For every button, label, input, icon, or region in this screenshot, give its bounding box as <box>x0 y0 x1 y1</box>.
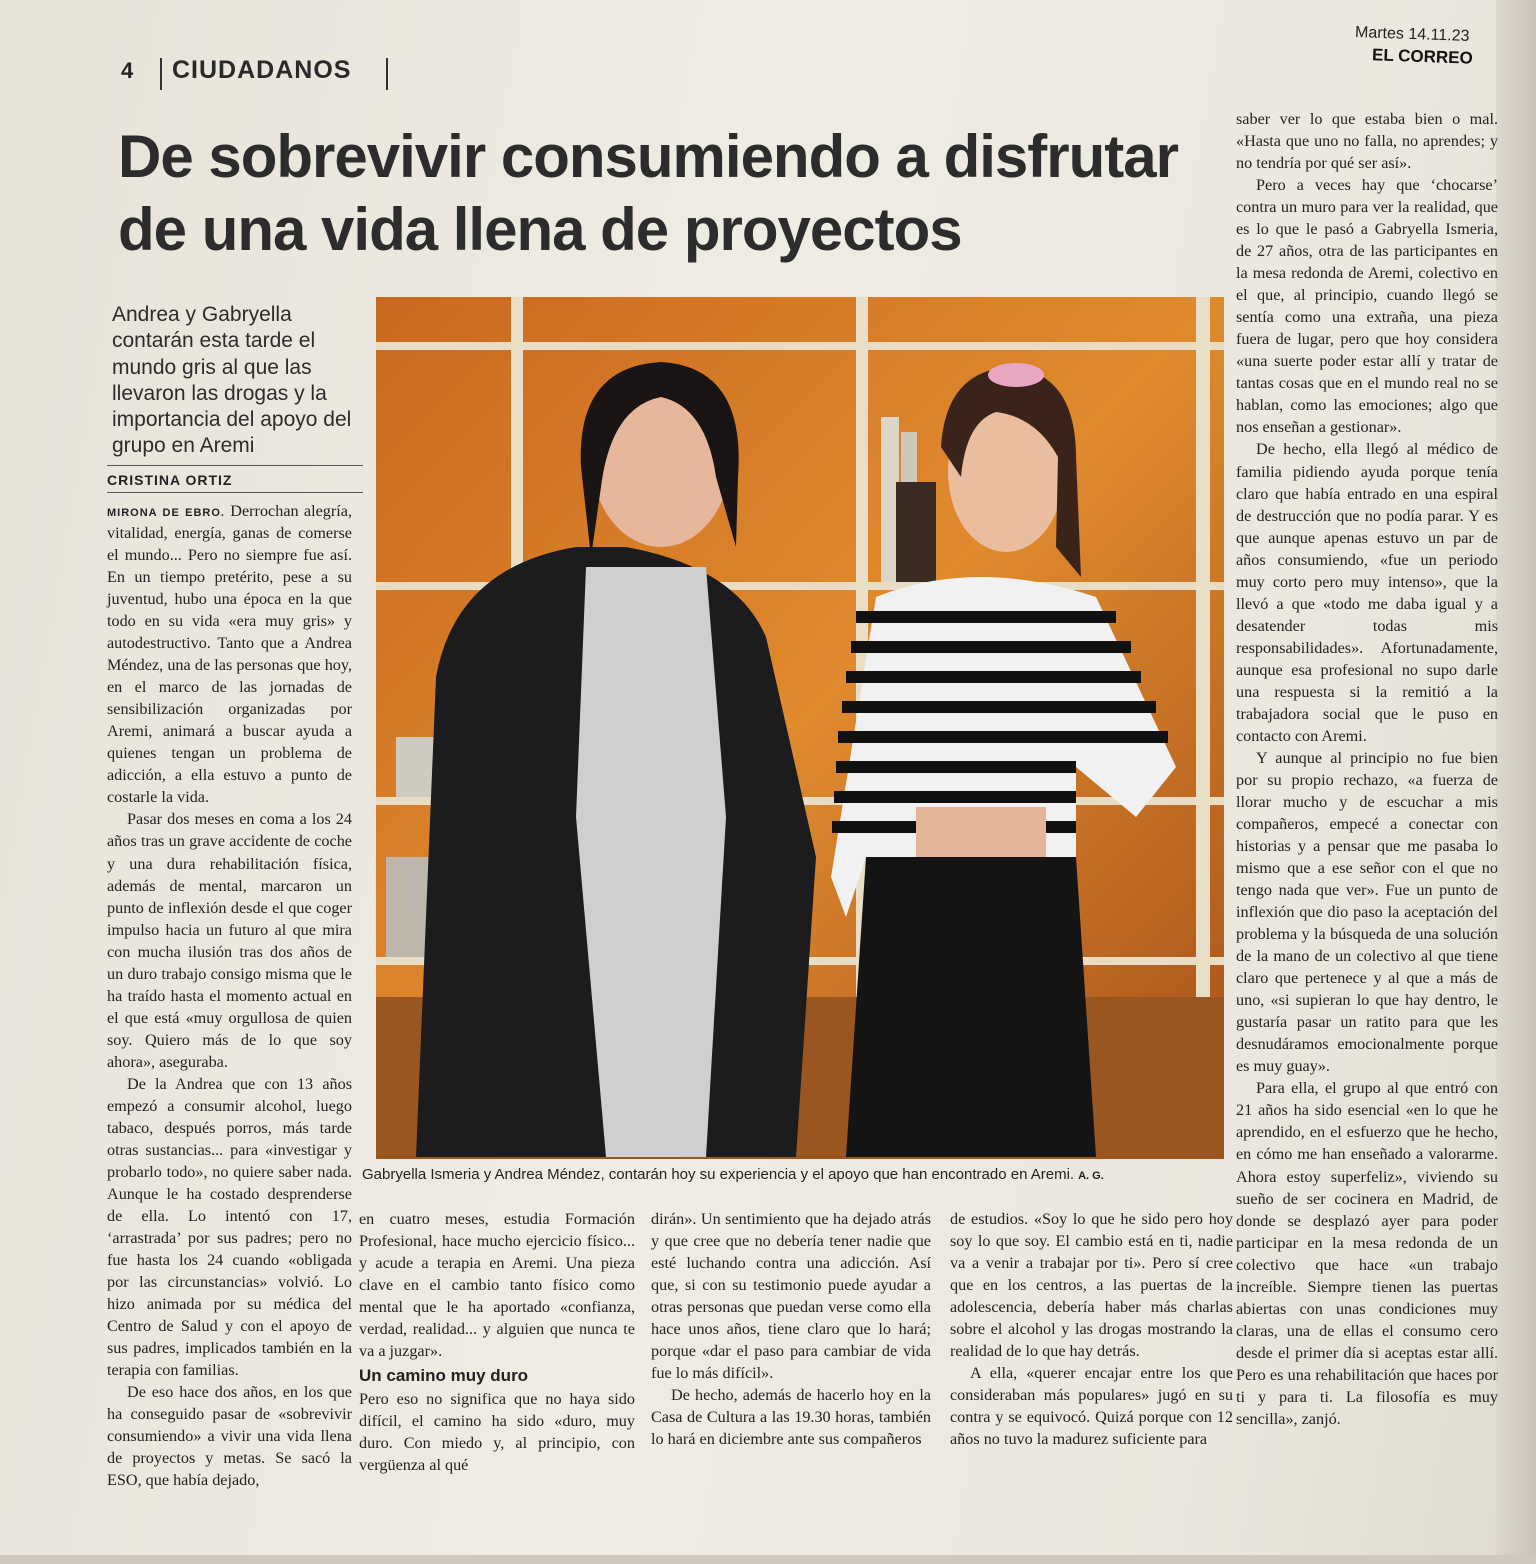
paragraph: A ella, «querer encajar entre los que consideraban más populares» jugó en su contra y se equivocó. Quizá porque con 12 años no tuvo la madurez suficiente para <box>950 1364 1233 1449</box>
paragraph: de estudios. «Soy lo que he sido pero hoy soy lo que soy. El cambio está en ti, nadie va a venir a trabajar por ti». Pero sí cree que en los centros, a las puertas de la adolescencia, debería haber más charlas sobre el alcohol y las drogas mostrando la realidad de lo que hay detrás. <box>950 1210 1233 1361</box>
paragraph: De hecho, además de hacerlo hoy en la Casa de Cultura a las 19.30 horas, también lo hará en diciembre ante sus compañeros <box>651 1386 931 1449</box>
article-author: CRISTINA ORTIZ <box>107 472 233 488</box>
paragraph: Pasar dos meses en coma a los 24 años tras un grave accidente de coche y una dura rehabilitación física, además de mental, marcaron un punto de inflexión desde el que coger impulso hacia un futuro al que mira con mucha ilusión tras dos años de un duro trabajo consigo misma que le ha traído hasta el momento actual en el que está «muy orgullosa de quien soy. Quiero más de lo que soy ahora», aseguraba. <box>107 810 352 1071</box>
text-column-3 <box>651 1208 931 1450</box>
page-bottom-edge <box>0 1555 1536 1564</box>
paragraph: De hecho, ella llegó al médico de familia pidiendo ayuda porque tenía claro que había entrado en una espiral de destrucción que no podía parar. Y es que aunque apenas estuvo un par de años consumiendo, «fue un periodo muy corto pero muy intenso», que la llevó a que «todo me daba igual y a desatender todas mis responsabilidades». Afortunadamente, aunque esa profesional no supo darle una respuesta si la remitió a la trabajadora social que le puso en contacto con Aremi. <box>1236 440 1498 745</box>
text-column-4 <box>950 1208 1233 1450</box>
text-column-5 <box>1236 108 1498 1430</box>
article-photo <box>376 297 1224 1159</box>
paragraph: Para ella, el grupo al que entró con 21 años ha sido esencial «en lo que he aprendido, en el esfuerzo que he hecho, en cómo me han enseñado a valorarme. Ahora estoy superfeliz», viviendo su sueño de ser cocinera en Madrid, de donde se desplazó ayer para poder participar en la mesa redonda de un colectivo que hace «un trabajo increíble. Siempre tienen las puertas abiertas con unas condiciones muy claras, una de ellas el consumo cero desde el primer día si aceptas estar allí. Pero es una rehabilitación que haces por ti y para ti. La filosofía es muy sencilla», zanjó. <box>1236 1079 1498 1428</box>
article-headline: De sobrevivir consumiendo a disfrutar de una vida llena de proyectos <box>118 123 1178 264</box>
photo-credit: A. G. <box>1078 1170 1104 1182</box>
author-rule-top <box>107 465 363 466</box>
paragraph: MIRONA DE EBRO. Derrochan alegría, vitalidad, energía, ganas de comerse el mundo... Pero no siempre fue así. En un tiempo pretérito, pese a su juventud, hubo una época en la que todo en su vida «era muy gris» y autodestructivo. Tanto que a Andrea Méndez, una de las personas que hoy, en el marco de las jornadas de sensibilización organizadas por Aremi, animará a buscar ayuda a quienes tengan un problema de adicción, a ella estuvo a punto de costarle la vida. <box>107 502 353 807</box>
paragraph: dirán». Un sentimiento que ha dejado atrás y que cree que no debería tener nadie que esté luchando contra una adicción. Así que, si con su testimonio puede ayudar a otras personas que puedan verse como ella hace unos años, tiene claro que lo hará; porque «dar el paso para cambiar de vida fue lo más difícil». <box>651 1210 931 1383</box>
paragraph: saber ver lo que estaba bien o mal. «Hasta que uno no falla, no aprendes; y no tendría por qué ser así». <box>1236 110 1498 173</box>
author-rule-bottom <box>107 492 363 493</box>
text-column-2 <box>359 1208 635 1476</box>
section-divider-right <box>386 58 388 90</box>
paragraph: De la Andrea que con 13 años empezó a consumir alcohol, luego tabaco, después porros, más tarde otras sustancias... para «investigar y probarlo todo», no quiere saber nada. Aunque le ha costado desprenderse de ella. Lo intentó con 17, ‘arrastrada’ por sus padres; pero no fue hasta los 24 cuando «obligada por las circunstancias» volvió. Lo hizo animada por su médica del Centro de Salud y con el apoyo de sus padres, implicados también en la terapia con familias. <box>107 1074 352 1380</box>
section-divider-left <box>160 58 162 90</box>
paragraph: Pero eso no significa que no haya sido difícil, el camino ha sido «duro, muy duro. Con miedo y, al principio, con vergüenza al qué <box>359 1390 635 1475</box>
newspaper-name: EL CORREO <box>1371 45 1474 68</box>
issue-date: Martes 14.11.23 <box>1354 24 1470 45</box>
section-label: CIUDADANOS <box>172 56 352 84</box>
page-gutter <box>1496 0 1536 1564</box>
paragraph: en cuatro meses, estudia Formación Profesional, hace mucho ejercicio físico... y acude a terapia en Aremi. Una pieza clave en el cambio tanto físico como mental que le ha aportado «confianza, verdad, realidad... y alguien que nunca te va a juzgar». <box>359 1210 635 1361</box>
photo-illustration <box>376 297 1224 1159</box>
paragraph: De eso hace dos años, en los que ha conseguido pasar de «sobrevivir consumiendo» a vivir una vida llena de proyectos y metas. Se sacó la ESO, que había dejado, <box>107 1383 352 1490</box>
paragraph: Y aunque al principio no fue bien por su propio rechazo, «a fuerza de llorar mucho y de escuchar a mis compañeros, empecé a conectar con historias y a pensar que me pasaba lo mismo que a ese señor con el que no tengo nada que ver». Fue un punto de inflexión que dio paso la aceptación del problema y la búsqueda de una solución de la mano de un colectivo al que tiene claro que pertenece y al que a más de uno, «si supieran lo que hay dentro, le gustaría pasar un ratito para que les desnudáramos emocionalmente porque es muy guay». <box>1236 748 1498 1076</box>
subheading: Un camino muy duro <box>359 1366 529 1386</box>
text-column-1 <box>107 500 352 1491</box>
article-subtitle: Andrea y Gabryella contarán esta tarde el mundo gris al que las llevaron las drogas y la importancia del apoyo del grupo en Aremi <box>112 303 352 458</box>
paragraph: Pero a veces hay que ‘chocarse’ contra un muro para ver la realidad, que es lo que le pasó a Gabryella Ismeria, de 27 años, otra de las participantes en la mesa redonda de Aremi, colectivo en el que, al principio, cuando llegó se sentía como una extraña, una pieza fuera de lugar, pero que hoy considera «una suerte poder estar allí y tratar de tantas cosas que en el mundo real no se hablan, como las emociones; algo que nos enseñan a gestionar». <box>1236 176 1498 437</box>
page-number: 4 <box>121 58 134 83</box>
photo-caption: Gabryella Ismeria y Andrea Méndez, contarán hoy su experiencia y el apoyo que han encontrado en Aremi. A. G. <box>362 1166 1104 1183</box>
dateline: MIRONA DE EBRO. <box>107 507 225 519</box>
